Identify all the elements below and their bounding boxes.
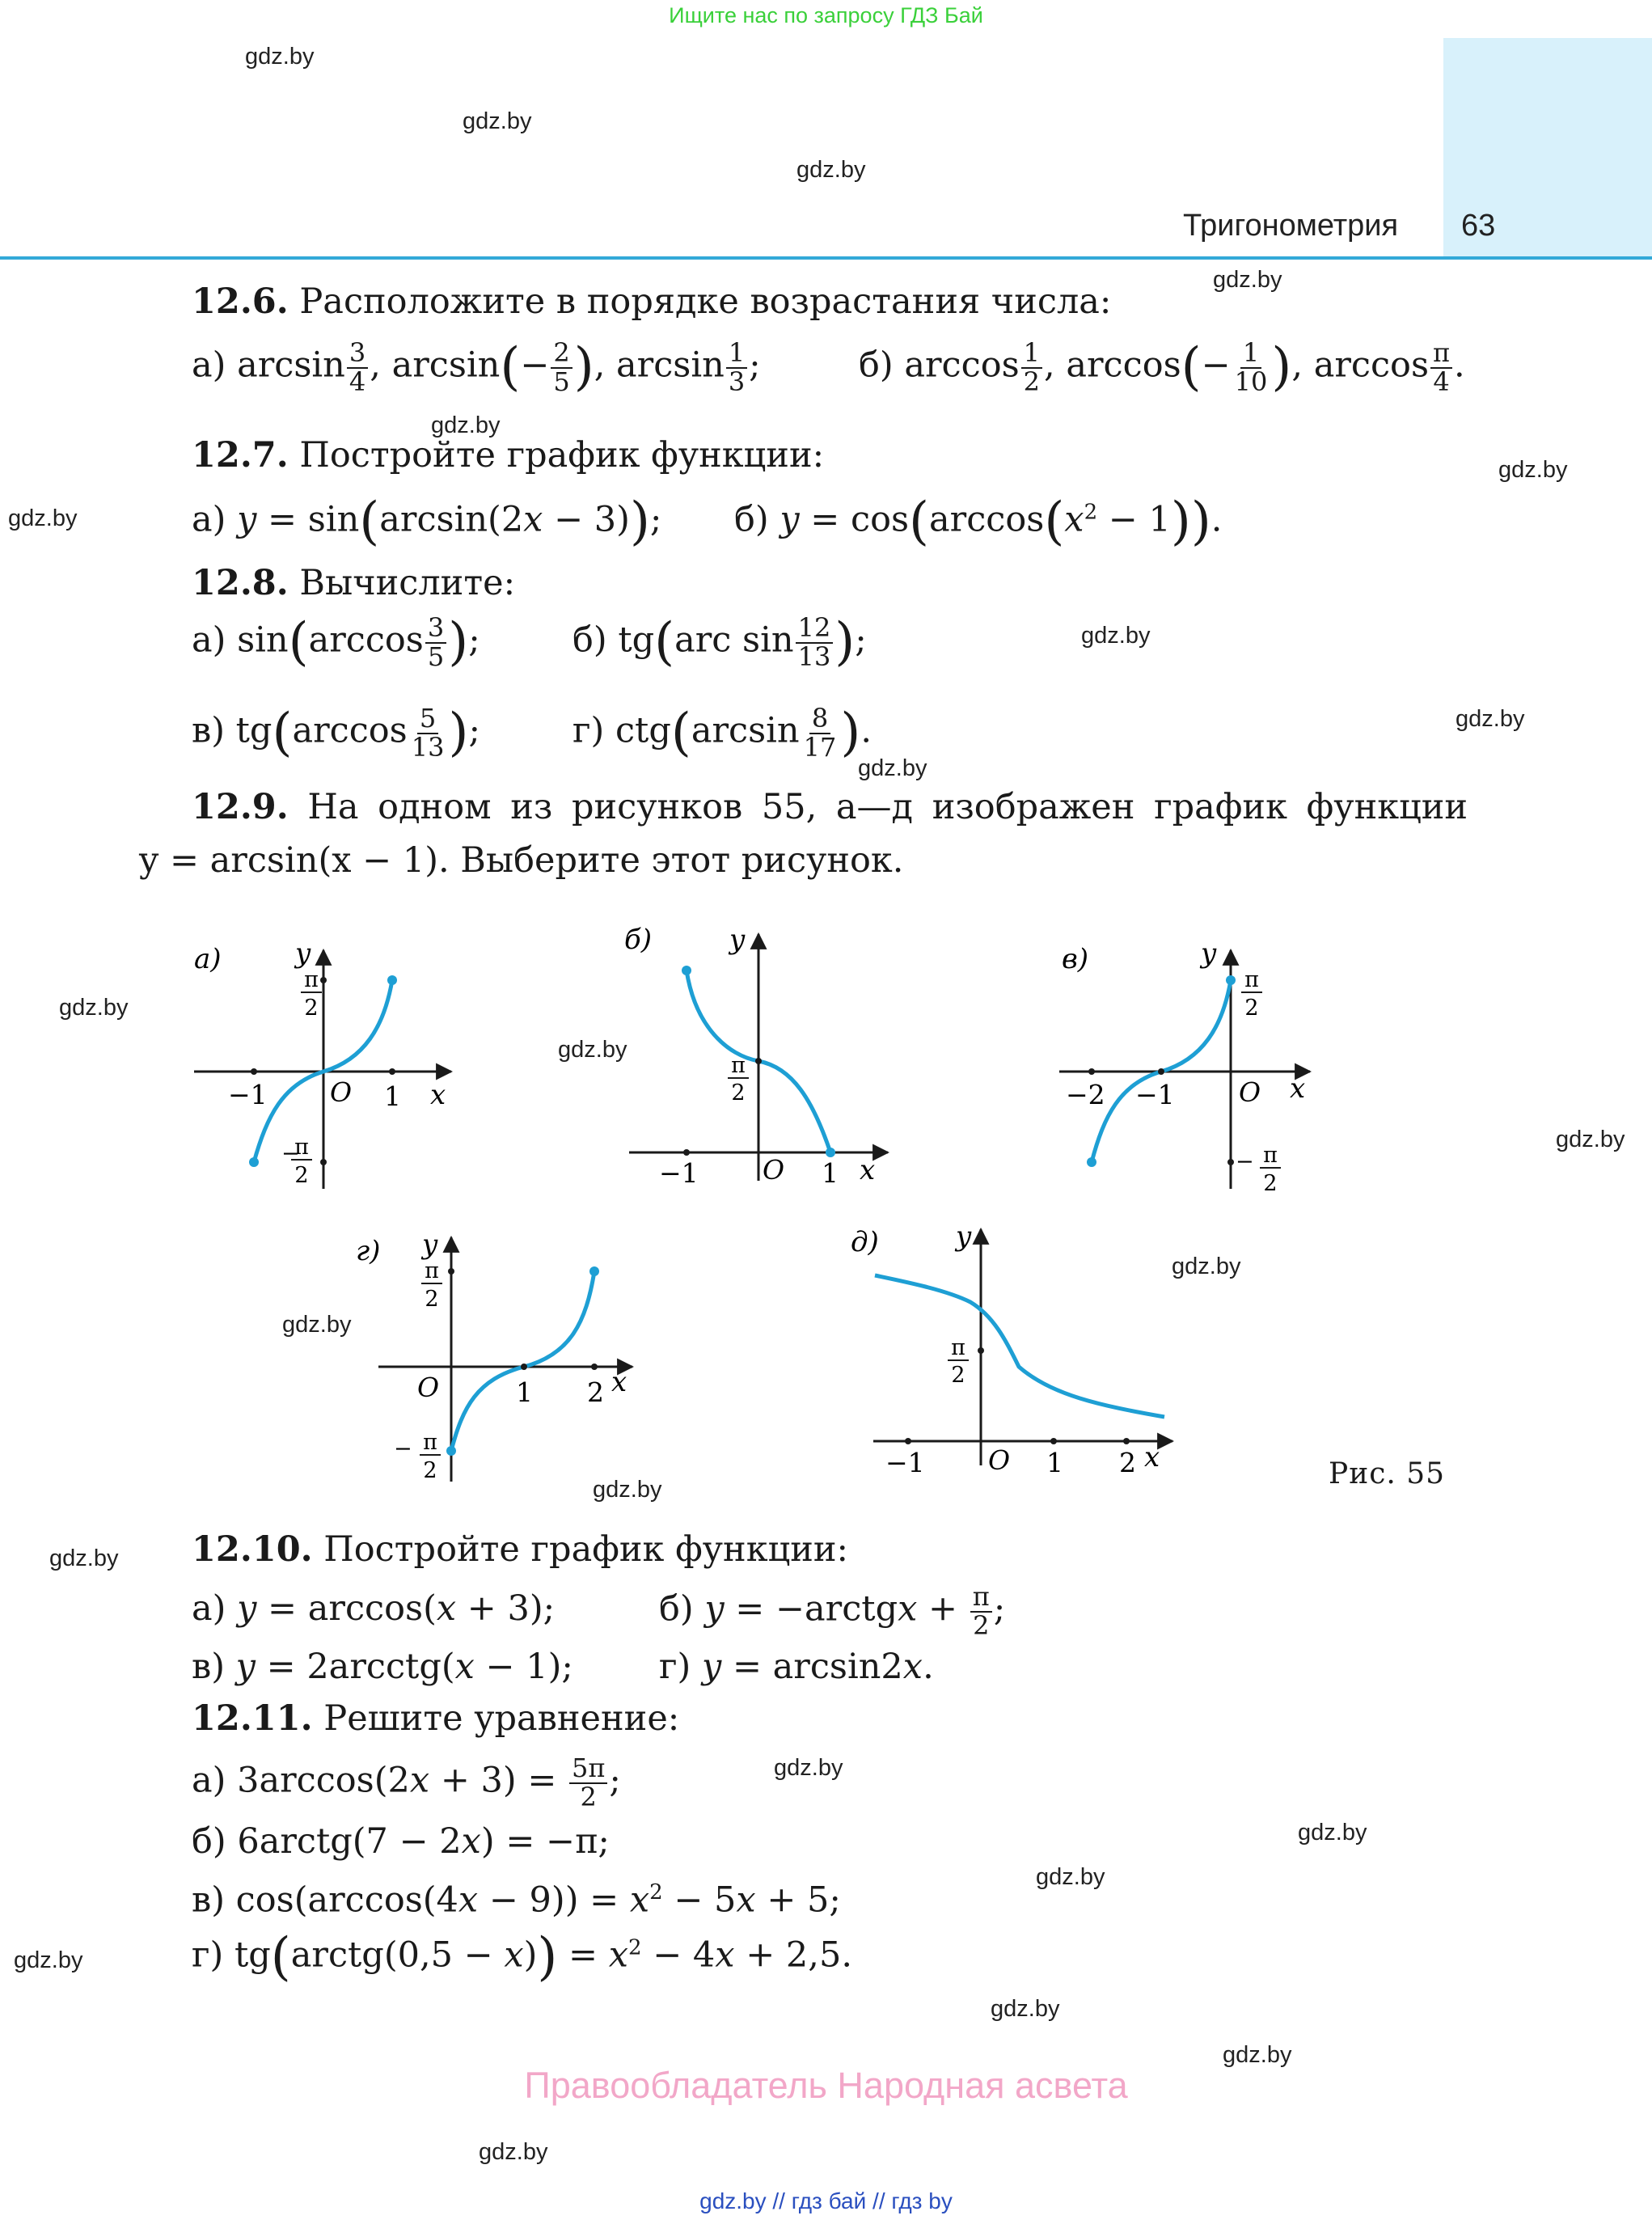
origin-label: O [988,1444,1011,1476]
watermark: gdz.by [1456,706,1525,732]
exercise-12-7-title: 12.7. Постройте график функции: [192,435,825,476]
axis-x-label: x [860,1154,876,1186]
tick-label: π [423,1430,437,1455]
section-title: Тригонометрия [1183,209,1399,243]
axis-x-label: x [1144,1441,1160,1474]
watermark: gdz.by [796,157,866,183]
axis-x-label: x [1290,1072,1306,1105]
watermark: gdz.by [245,44,315,70]
watermark: gdz.by [431,412,501,438]
watermark: gdz.by [1498,457,1568,483]
curve-g [451,1271,594,1451]
tick-label: 2 [425,1287,439,1312]
panel-b [624,924,888,1189]
watermark: gdz.by [1213,267,1282,293]
axis-y-label: y [422,1228,438,1261]
exercise-12-8-a: а) sin(arccos $\frac{3}{5}$ ); [192,612,480,672]
tick-label: 2 [423,1458,437,1483]
tick-label: 2 [587,1376,604,1408]
exercise-12-11-a: а) 3arccos(2x + 3) = $\frac{5\pi}{2}$ ; [192,1753,621,1812]
watermark: gdz.by [14,1947,83,1973]
axis-y-label: y [1201,937,1217,970]
exercise-12-10-a: а) y = arccos(x + 3); [192,1588,556,1629]
axis-y-label: y [295,937,311,970]
tick-label: 1 [384,1080,401,1112]
exercise-12-10-g: г) y = arcsin2x. [659,1647,934,1687]
panel-label: б) [624,924,653,956]
tick-label: π [304,967,319,992]
exercise-12-11-title: 12.11. Решите уравнение: [192,1698,680,1739]
exercise-12-6-b: б) arccos $\frac{1}{2}$ , arccos(− $\frac{1}{10}$ ), arccos $\frac{\pi}{4}$ . [859,337,1465,397]
tick-label: 2 [304,996,319,1021]
watermark: gdz.by [1081,623,1151,649]
tick-label: 2 [1263,1171,1278,1196]
exercise-12-8-v: в) tg(arccos $\frac{5}{13}$ ); [192,703,480,763]
tick-label: −2 [1066,1079,1105,1110]
origin-label: O [1239,1076,1261,1108]
tick-label: π [731,1053,746,1078]
exercise-12-11-g: г) tg(arctg(0,5 − $x)) = x^2 - 4x + 2,5$. [192,1927,852,1987]
watermark: gdz.by [49,1545,119,1571]
exercise-12-7-a: а) y = sin(arcsin(2x − 3)); [192,492,662,552]
watermark: gdz.by [282,1312,352,1338]
watermark: gdz.by [1298,1820,1367,1846]
curve-d [875,1275,1164,1417]
watermark: gdz.by [8,505,78,531]
exercise-12-10-v: в) y = 2arcctg(x − 1); [192,1647,573,1687]
tick-label: − [281,1141,300,1166]
axis-x-label: x [430,1079,446,1111]
origin-label: O [763,1154,785,1186]
panel-label: а) [194,943,222,975]
exercise-12-8-b: б) tg(arc sin $\frac{12}{13}$ ); [572,612,867,672]
tick-label: 2 [1244,996,1259,1021]
exercise-12-11-v: в) $\cos(\arccos(4x - 9)) = x^2 - 5x + 5$; [192,1879,841,1921]
exercise-12-10-b: б) y = −arctgx + $\frac{\pi}{2}$ ; [659,1581,1006,1641]
tick-label: 2 [731,1080,746,1106]
tick-label: π [1263,1143,1278,1168]
exercise-12-6-a: а) arcsin $\frac{3}{4}$ , arcsin(− $\frac{2}{5}$ ), arcsin $\frac{1}{3}$ ; [192,337,761,397]
tick-label: −1 [228,1079,268,1110]
exercise-12-9-title: 12.9. На одном из рисунков 55, а—д изображен график функции [192,787,1468,827]
tick-label: 2 [951,1363,965,1388]
panel-label: г) [356,1235,381,1267]
search-banner: Ищите нас по запросу ГДЗ Бай [669,3,983,27]
tick-label: 2 [294,1163,309,1188]
axis-y-label: y [729,924,746,956]
watermark: gdz.by [463,108,532,134]
panel-label: в) [1062,943,1089,975]
tick-label: π [425,1258,439,1283]
tick-label: −1 [1135,1079,1175,1110]
tick-label: 1 [1046,1447,1063,1478]
page-number: 63 [1461,209,1496,243]
watermark: gdz.by [593,1477,662,1503]
axis-y-label: y [956,1220,972,1253]
exercise-12-10-title: 12.10. Постройте график функции: [192,1529,849,1570]
watermark: gdz.by [1556,1127,1625,1152]
exercise-12-8-g: г) ctg(arcsin $\frac{8}{17}$ ). [572,703,872,763]
exercise-12-9-line2: y = arcsin(x − 1). Выберите этот рисунок. [139,840,904,881]
watermark: gdz.by [774,1755,843,1781]
tick-label: π [951,1335,965,1360]
tick-label: −1 [885,1447,925,1478]
tick-label: 1 [516,1376,533,1408]
panel-g [356,1228,632,1483]
exercise-12-8-title: 12.8. Вычислите: [192,563,516,603]
tick-label: − [394,1436,412,1461]
tick-label: 2 [1119,1447,1136,1478]
axis-x-label: x [611,1366,627,1398]
watermark: gdz.by [1036,1864,1105,1890]
watermark: gdz.by [991,1996,1060,2022]
watermark: gdz.by [858,755,927,781]
watermark: gdz.by [558,1037,627,1063]
tick-label: π [294,1135,309,1160]
header-divider [0,256,1652,260]
panel-v [1059,937,1310,1196]
watermark: gdz.by [1223,2042,1292,2068]
panel-a [194,937,451,1189]
figure-caption: Рис. 55 [1329,1457,1446,1490]
tick-label: − [1236,1149,1254,1174]
exercise-12-6-title: 12.6. Расположите в порядке возрастания числа: [192,281,1112,322]
exercise-12-7-b: б) $y = \cos(\arccos(x^2 - 1))$. [734,492,1223,552]
origin-label: O [417,1372,440,1403]
tick-label: π [1244,967,1259,992]
watermark: gdz.by [59,995,129,1021]
tick-label: 1 [822,1157,839,1189]
exercise-12-11-b: б) 6arctg(7 − 2x) = −π; [192,1821,610,1862]
watermark: gdz.by [479,2139,548,2165]
tick-label: −1 [659,1157,699,1189]
origin-label: O [330,1076,353,1108]
footer-links[interactable]: gdz.by // гдз бай // гдз by [699,2188,953,2213]
panel-d [851,1220,1172,1478]
figure-55 [129,922,1553,1496]
watermark: gdz.by [1172,1254,1241,1279]
copyright-holder: Правообладатель Народная асвета [524,2065,1128,2106]
panel-label: д) [851,1226,879,1258]
